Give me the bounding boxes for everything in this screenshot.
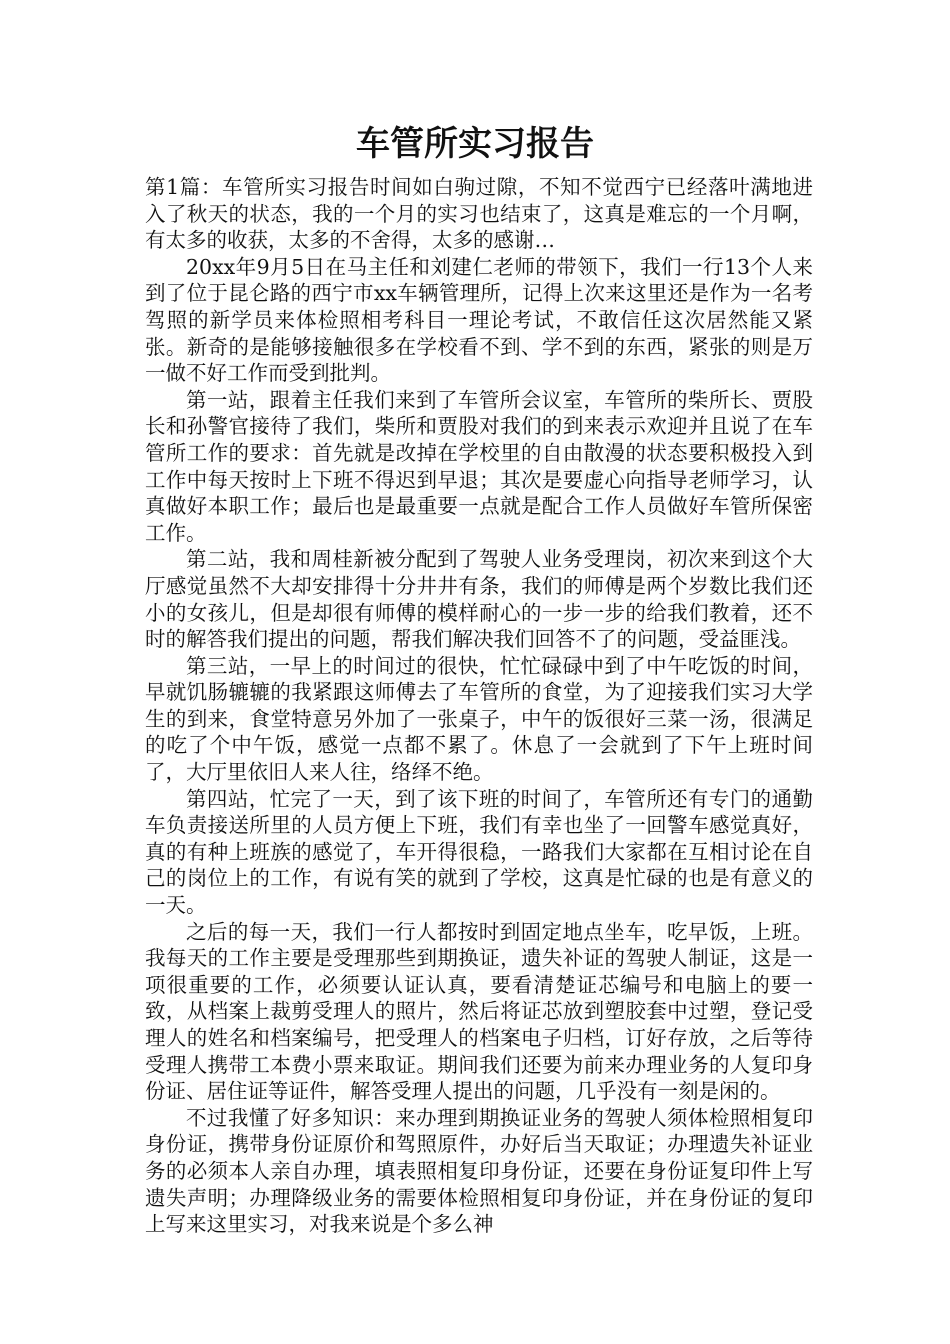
paragraph-arrival: 20xx年9月5日在马主任和刘建仁老师的带领下，我们一行13个人来到了位于昆仑路的西宁市xx车辆管理所，记得上次来这里还是作为一名考驾照的新学员来体检照相考科目一理论考试，不敢信任这次居然能又紧张。新奇的是能够接触很多在学校看不到、学不到的东西，紧张的则是万一做不好工作而受到批判。 bbox=[145, 254, 813, 386]
paragraph-stop-two: 第二站，我和周桂新被分配到了驾驶人业务受理岗，初次来到这个大厅感觉虽然不大却安排得十分井井有条，我们的师傅是两个岁数比我们还小的女孩儿，但是却很有师傅的模样耐心的一步一步的给我们教着，还不时的解答我们提出的问题，帮我们解决我们回答不了的问题，受益匪浅。 bbox=[145, 547, 813, 652]
paragraph-knowledge: 不过我懂了好多知识：来办理到期换证业务的驾驶人须体检照相复印身份证，携带身份证原价和驾照原件，办好后当天取证；办理遗失补证业务的必须本人亲自办理，填表照相复印身份证，还要在身份证复印件上写遗失声明；办理降级业务的需要体检照相复印身份证，并在身份证的复印上写来这里实习，对我来说是个多么神 bbox=[145, 1105, 813, 1237]
paragraph-daily-work: 之后的每一天，我们一行人都按时到固定地点坐车，吃早饭，上班。我每天的工作主要是受理那些到期换证，遗失补证的驾驶人制证，这是一项很重要的工作，必须要认证认真，要看清楚证芯编号和电脑上的要一致，从档案上裁剪受理人的照片，然后将证芯放到塑胶套中过塑，登记受理人的姓名和档案编号，把受理人的档案电子归档，订好存放，之后等待受理人携带工本费小票来取证。期间我们还要为前来办理业务的人复印身份证、居住证等证件，解答受理人提出的问题，几乎没有一刻是闲的。 bbox=[145, 919, 813, 1104]
paragraph-stop-three: 第三站，一早上的时间过的很快，忙忙碌碌中到了中午吃饭的时间，早就饥肠辘辘的我紧跟这师傅去了车管所的食堂，为了迎接我们实习大学生的到来，食堂特意另外加了一张桌子，中午的饭很好三菜一汤，很满足的吃了个中午饭，感觉一点都不累了。休息了一会就到了下午上班时间了，大厅里依旧人来人往，络绎不绝。 bbox=[145, 653, 813, 785]
document-title: 车管所实习报告 bbox=[356, 124, 594, 164]
document-body bbox=[145, 174, 813, 1238]
paragraph-stop-four: 第四站，忙完了一天，到了该下班的时间了，车管所还有专门的通勤车负责接送所里的人员方便上下班，我们有幸也坐了一回警车感觉真好，真的有种上班族的感觉了，车开得很稳，一路我们大家都在互相讨论在自己的岗位上的工作，有说有笑的就到了学校，这真是忙碌的也是有意义的一天。 bbox=[145, 786, 813, 918]
paragraph-stop-one: 第一站，跟着主任我们来到了车管所会议室，车管所的柴所长、贾股长和孙警官接待了我们，柴所和贾股对我们的到来表示欢迎并且说了在车管所工作的要求：首先就是改掉在学校里的自由散漫的状态要积极投入到工作中每天按时上下班不得迟到早退；其次是要虚心向指导老师学习，认真做好本职工作；最后也是最重要一点就是配合工作人员做好车管所保密工作。 bbox=[145, 387, 813, 545]
paragraph-intro: 第1篇：车管所实习报告时间如白驹过隙，不知不觉西宁已经落叶满地进入了秋天的状态，我的一个月的实习也结束了，这真是难忘的一个月啊，有太多的收获，太多的不舍得，太多的感谢… bbox=[145, 175, 813, 253]
